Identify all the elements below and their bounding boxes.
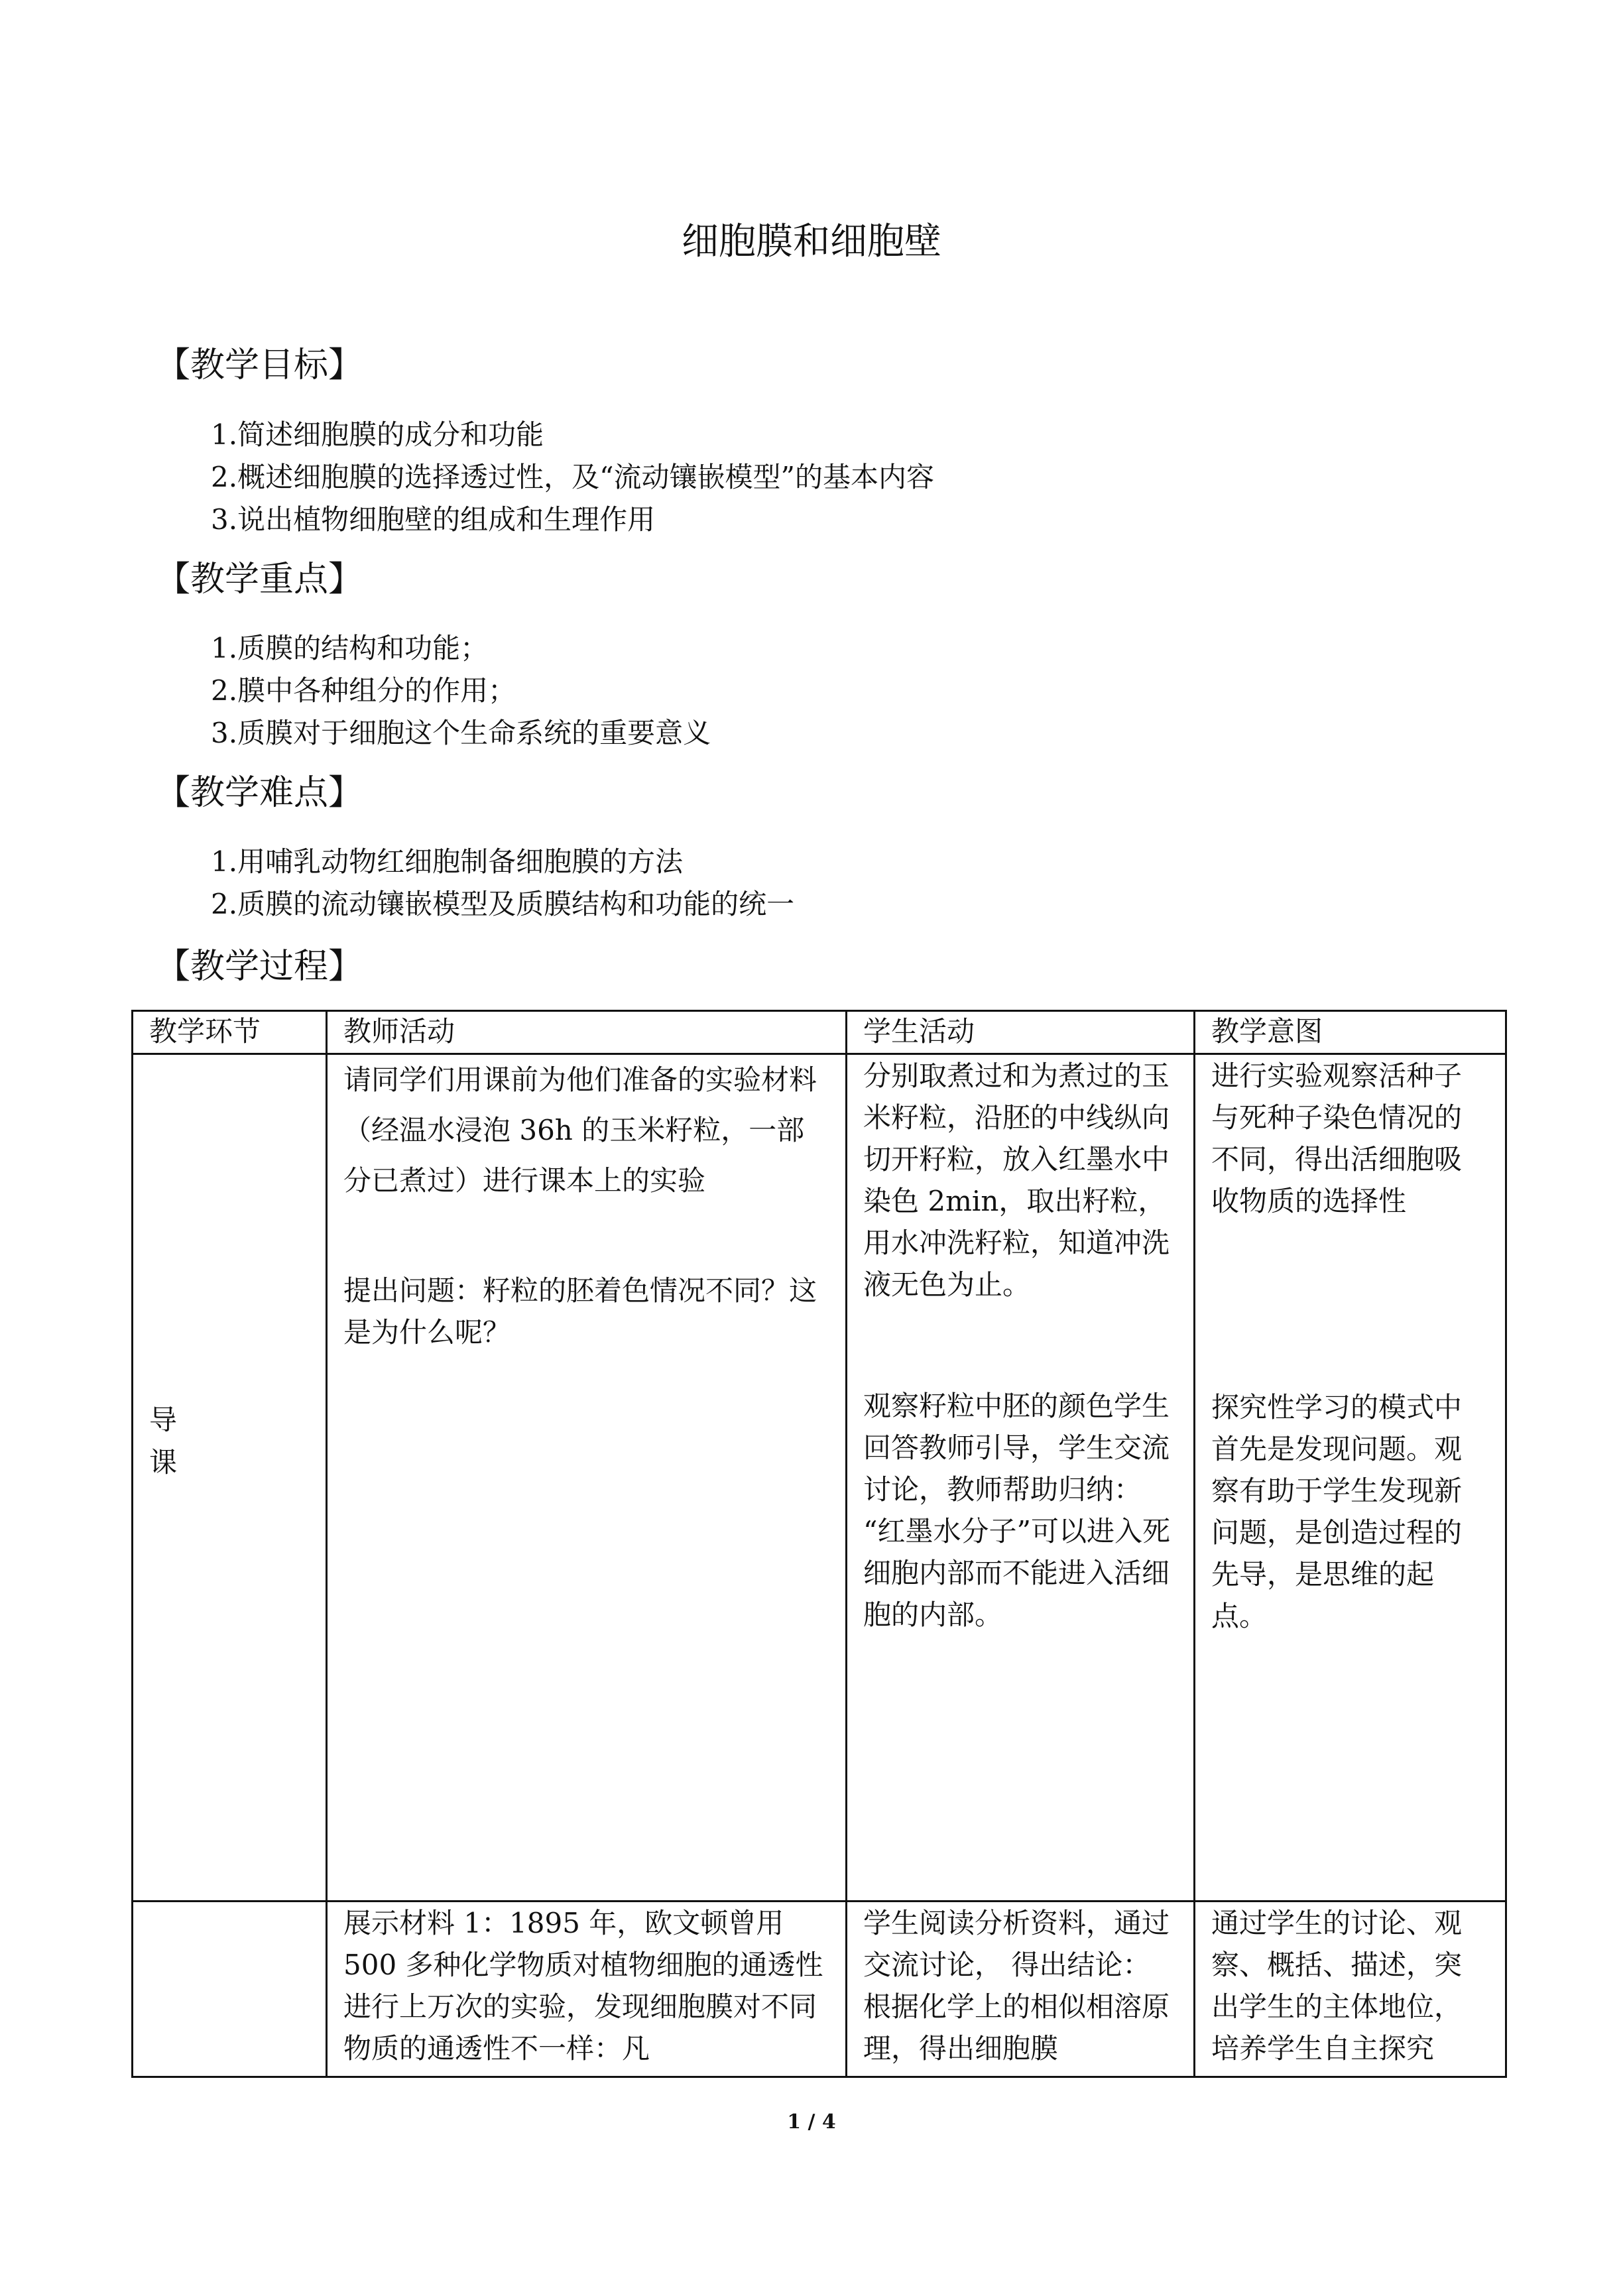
list-item: 2.概述细胞膜的选择透过性，及“流动镶嵌模型”的基本内容 [211, 461, 935, 493]
key-points-list [211, 627, 711, 755]
teacher-paragraph: 请同学们用课前为他们准备的实验材料（经温水浸泡 36h 的玉米籽粒，一部分已煮过）进行课本上的实验 [343, 1063, 817, 1197]
table-row [133, 1902, 1506, 2077]
difficulties-list [211, 841, 794, 926]
process-heading: 【教学过程】 [156, 947, 363, 987]
teacher-paragraph: 提出问题：籽粒的胚着色情况不同？这是为什么呢？ [343, 1274, 817, 1349]
list-item: 3.说出植物细胞壁的组成和生理作用 [211, 503, 656, 536]
student-activity-cell [847, 1902, 1195, 2077]
stage-label: 导 [149, 1403, 178, 1436]
header-student: 学生活动 [847, 1011, 1195, 1054]
header-stage: 教学环节 [133, 1011, 327, 1054]
key-points-heading: 【教学重点】 [156, 560, 363, 599]
student-paragraph: 分别取煮过和为煮过的玉米籽粒，沿胚的中线纵向切开籽粒，放入红墨水中染色 2min，取出籽粒，用水冲洗籽粒，知道冲洗液无色为止。 [863, 1059, 1170, 1301]
list-item: 1.简述细胞膜的成分和功能 [211, 418, 544, 451]
table-header-row [133, 1011, 1506, 1054]
intent-paragraph: 通过学生的讨论、观察、概括、描述，突出学生的主体地位，培养学生自主探究 [1211, 1907, 1463, 2065]
process-table [131, 1010, 1507, 2078]
table-row [133, 1054, 1506, 1902]
page-title: 细胞膜和细胞壁 [682, 220, 941, 263]
stage-cell [133, 1054, 327, 1902]
teacher-paragraph: 展示材料 1：1895 年，欧文顿曾用 500 多种化学物质对植物细胞的通透性进行上万次的实验，发现细胞膜对不同物质的通透性不一样：凡 [343, 1907, 823, 2065]
teacher-activity-cell [327, 1054, 847, 1902]
objectives-list [211, 414, 934, 541]
intent-cell [1195, 1054, 1506, 1902]
list-item: 1.质膜的结构和功能； [211, 632, 489, 664]
objectives-heading: 【教学目标】 [156, 345, 363, 385]
list-item: 3.质膜对于细胞这个生命系统的重要意义 [211, 717, 711, 749]
page-number: 1 / 4 [787, 2110, 836, 2134]
intent-paragraph: 进行实验观察活种子与死种子染色情况的不同，得出活细胞吸收物质的选择性 [1211, 1059, 1463, 1217]
intent-cell [1195, 1902, 1506, 2077]
header-teacher: 教师活动 [327, 1011, 847, 1054]
student-paragraph: 观察籽粒中胚的颜色学生回答教师引导，学生交流讨论，教师帮助归纳： [863, 1390, 1170, 1506]
list-item: 2.膜中各种组分的作用； [211, 674, 516, 707]
header-intent: 教学意图 [1195, 1011, 1506, 1054]
student-activity-cell [847, 1054, 1195, 1902]
intent-paragraph: 探究性学习的模式中首先是发现问题。观察有助于学生发现新问题，是创造过程的先导，是思维的起点。 [1211, 1391, 1463, 1632]
student-paragraph: “红墨水分子”可以进入死细胞内部而不能进入活细胞的内部。 [863, 1515, 1170, 1631]
difficulties-heading: 【教学难点】 [156, 773, 363, 813]
list-item: 2.质膜的流动镶嵌模型及质膜结构和功能的统一 [211, 888, 795, 920]
stage-label: 课 [149, 1445, 178, 1479]
student-paragraph: 学生阅读分析资料，通过交流讨论， 得出结论：根据化学上的相似相溶原理，得出细胞膜 [863, 1907, 1170, 2065]
teacher-activity-cell [327, 1902, 847, 2077]
stage-cell [133, 1902, 327, 2077]
list-item: 1.用哺乳动物红细胞制备细胞膜的方法 [211, 845, 684, 878]
